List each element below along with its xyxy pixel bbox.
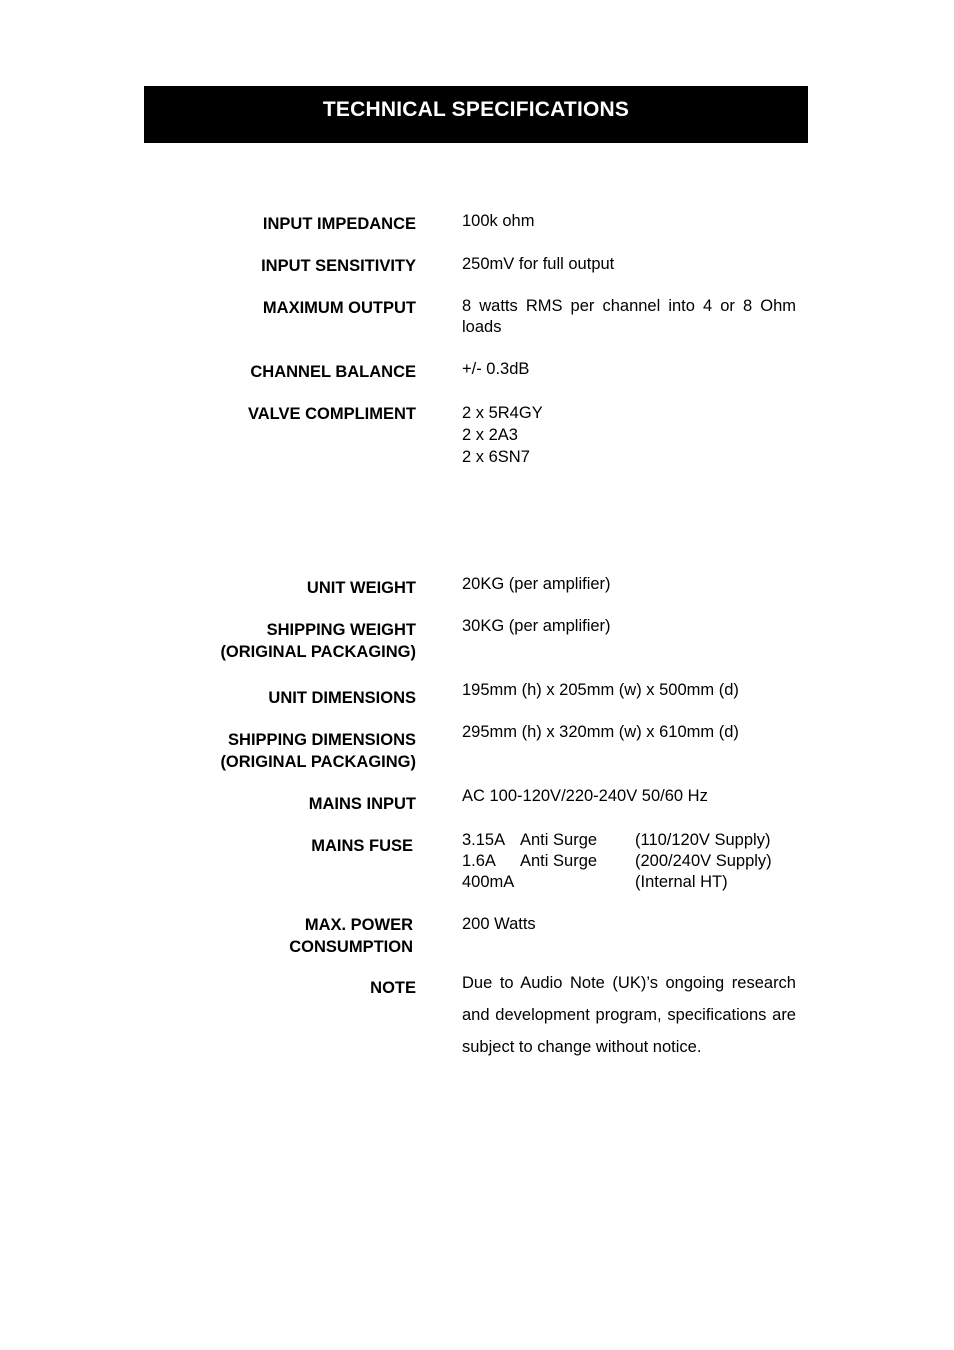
valve-compliment-value bbox=[462, 402, 543, 468]
fuse-supply: (Internal HT) bbox=[635, 873, 728, 891]
valve-item: 2 x 2A3 bbox=[462, 426, 518, 444]
valve-item: 2 x 6SN7 bbox=[462, 448, 530, 466]
max-power-label-line: MAX. POWER bbox=[304, 916, 413, 934]
input-sensitivity-label: INPUT SENSITIVITY bbox=[261, 257, 416, 275]
unit-dimensions-label: UNIT DIMENSIONS bbox=[268, 689, 416, 707]
fuse-rating: 400mA bbox=[462, 873, 515, 891]
shipping-weight-value: 30KG (per amplifier) bbox=[462, 617, 611, 635]
fuse-row bbox=[462, 872, 796, 893]
header-bar bbox=[144, 86, 808, 143]
shipping-dimensions-value: 295mm (h) x 320mm (w) x 610mm (d) bbox=[462, 723, 739, 741]
valve-compliment-label: VALVE COMPLIMENT bbox=[247, 405, 416, 423]
shipping-weight-label-line: SHIPPING WEIGHT bbox=[266, 621, 416, 639]
input-impedance-value: 100k ohm bbox=[462, 212, 535, 230]
channel-balance-label: CHANNEL BALANCE bbox=[250, 363, 416, 381]
fuse-rating: 3.15A bbox=[462, 831, 506, 849]
unit-weight-value: 20KG (per amplifier) bbox=[462, 575, 611, 593]
maximum-output-value: 8 watts RMS per channel into 4 or 8 Ohm loads bbox=[462, 297, 796, 336]
shipping-weight-label-line: (ORIGINAL PACKAGING) bbox=[220, 643, 416, 661]
shipping-dimensions-label-line: (ORIGINAL PACKAGING) bbox=[220, 753, 416, 771]
max-power-label-line: CONSUMPTION bbox=[289, 938, 413, 956]
note-label: NOTE bbox=[370, 979, 416, 997]
shipping-dimensions-label bbox=[220, 729, 416, 773]
fuse-type: Anti Surge bbox=[520, 852, 598, 870]
maximum-output-label: MAXIMUM OUTPUT bbox=[262, 299, 416, 317]
mains-fuse-label: MAINS FUSE bbox=[311, 837, 413, 855]
max-power-value: 200 Watts bbox=[462, 915, 536, 933]
max-power-label bbox=[289, 914, 413, 958]
fuse-supply: (200/240V Supply) bbox=[635, 852, 772, 870]
input-impedance-label: INPUT IMPEDANCE bbox=[262, 215, 416, 233]
fuse-row bbox=[462, 851, 796, 872]
mains-fuse-table bbox=[462, 830, 796, 893]
mains-input-label: MAINS INPUT bbox=[308, 795, 416, 813]
shipping-weight-label bbox=[220, 619, 416, 663]
mains-input-value: AC 100-120V/220-240V 50/60 Hz bbox=[462, 787, 708, 805]
page-title: TECHNICAL SPECIFICATIONS bbox=[322, 98, 630, 121]
unit-weight-label: UNIT WEIGHT bbox=[306, 579, 416, 597]
valve-item: 2 x 5R4GY bbox=[462, 404, 543, 422]
channel-balance-value: +/- 0.3dB bbox=[462, 360, 530, 378]
input-sensitivity-value: 250mV for full output bbox=[462, 255, 615, 273]
fuse-type: Anti Surge bbox=[520, 831, 598, 849]
fuse-rating: 1.6A bbox=[462, 852, 496, 870]
fuse-row bbox=[462, 830, 796, 851]
note-value: Due to Audio Note (UK)’s ongoing research and development program, specifications are subject to change without notice. bbox=[462, 974, 796, 1056]
unit-dimensions-value: 195mm (h) x 205mm (w) x 500mm (d) bbox=[462, 681, 739, 699]
shipping-dimensions-label-line: SHIPPING DIMENSIONS bbox=[228, 731, 416, 749]
fuse-supply: (110/120V Supply) bbox=[635, 831, 771, 849]
